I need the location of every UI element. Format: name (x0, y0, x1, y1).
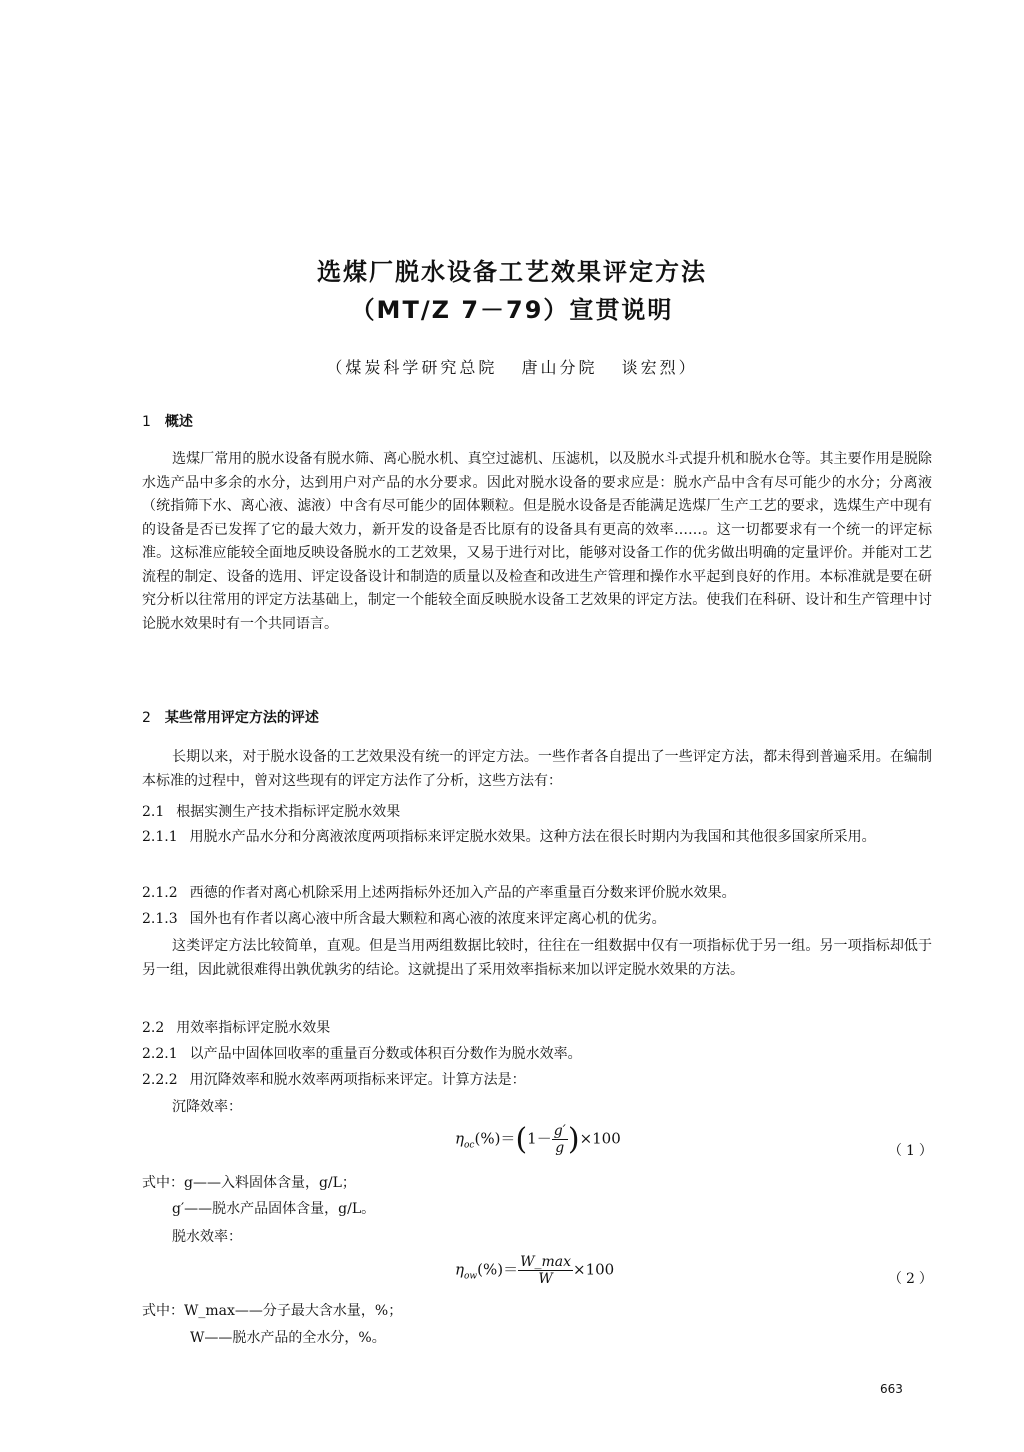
section-2-paragraph: 这类评定方法比较简单，直观。但是当用两组数据比较时，往往在一组数据中仅有一项指标优于另一组。另一项指标却低于另一组，因此就很难得出孰优孰劣的结论。这就提出了采用效率指标来加以评定脱水效果的方法。 (142, 938, 932, 978)
section-title: 概述 (164, 414, 193, 430)
fraction-numerator: g′ (553, 1123, 566, 1139)
subsection-number: 2.1.3 (142, 911, 178, 927)
document-subtitle: （MT/Z 7－79）宣贯说明 (350, 296, 674, 324)
subsection-2-1-2 (142, 882, 932, 902)
author-name: 谈宏烈） (621, 358, 698, 377)
subsection-number: 2.2.1 (142, 1046, 178, 1062)
subsection-text: 西德的作者对离心机除采用上述两指标外还加入产品的产率重量百分数来评价脱水效果。 (189, 885, 736, 901)
formula-2 (455, 1254, 614, 1287)
subsection-text: 国外也有作者以离心液中所含最大颗粒和离心液的浓度来评定离心机的优劣。 (189, 911, 666, 927)
section-number: 2 (142, 710, 151, 726)
subsection-text: 用效率指标评定脱水效果 (176, 1020, 331, 1036)
sedimentation-label: 沉降效率： (172, 1099, 242, 1115)
formula-1-where-2: g′——脱水产品固体含量，g/L。 (172, 1201, 376, 1217)
formula-subscript: oc (464, 1140, 475, 1151)
fraction-denominator: W (538, 1271, 553, 1287)
subsection-text: 根据实测生产技术指标评定脱水效果 (176, 804, 401, 820)
subsection-2-1-3 (142, 908, 932, 928)
formula-term: 1－ (527, 1129, 552, 1148)
subsection-number: 2.1 (142, 804, 165, 820)
section-number: 1 (142, 414, 151, 430)
formula-multiplier: ×100 (573, 1260, 615, 1279)
subsection-number: 2.2 (142, 1020, 165, 1036)
subsection-2-1 (142, 801, 932, 821)
subsection-text: 以产品中固体回收率的重量百分数或体积百分数作为脱水效率。 (189, 1046, 582, 1062)
formula-fraction (518, 1254, 573, 1287)
formula-symbol: η (455, 1129, 464, 1148)
formula-subscript: ow (464, 1271, 478, 1282)
section-2-heading (142, 707, 319, 727)
section-title: 某些常用评定方法的评述 (164, 710, 319, 726)
subsection-2-1-1 (142, 826, 932, 850)
formula-multiplier: ×100 (579, 1129, 621, 1148)
subsection-2-2 (142, 1017, 932, 1037)
section-1-heading (142, 411, 193, 431)
formula-unit: (%)＝ (477, 1260, 519, 1279)
subsection-text: 用沉降效率和脱水效率两项指标来评定。计算方法是： (189, 1072, 526, 1088)
subsection-2-2-2 (142, 1069, 932, 1089)
section-2-intro: 长期以来，对于脱水设备的工艺效果没有统一的评定方法。一些作者各自提出了一些评定方法，都未得到普遍采用。在编制本标准的过程中，曾对这些现有的评定方法作了分析，这些方法有： (142, 749, 932, 789)
formula-symbol: η (455, 1260, 464, 1279)
subsection-number: 2.2.2 (142, 1072, 178, 1088)
formula-fraction (552, 1123, 568, 1156)
subsection-number: 2.1.2 (142, 885, 178, 901)
formula-2-where-2: W——脱水产品的全水分，%。 (190, 1330, 386, 1346)
fraction-denominator: g (555, 1140, 565, 1156)
author-institute: （煤炭科学研究总院 (326, 358, 498, 377)
dewatering-label: 脱水效率： (172, 1229, 242, 1245)
document-title: 选煤厂脱水设备工艺效果评定方法 (317, 258, 707, 286)
formula-1-number: （1） (888, 1143, 937, 1159)
formula-2-number: （2） (888, 1271, 937, 1287)
fraction-numerator: W_max (520, 1254, 572, 1270)
subsection-text: 用脱水产品水分和分离液浓度两项指标来评定脱水效果。这种方法在很长时期内为我国和其他很多国家所采用。 (189, 829, 876, 845)
formula-1: $\eta_{oc}(\%)=(1-$ $\frac{g'}{g}$ )×100 (455, 1122, 621, 1157)
author-branch: 唐山分院 (521, 358, 598, 377)
subsection-2-2-1 (142, 1043, 932, 1063)
subsection-number: 2.1.1 (142, 829, 178, 845)
section-1-body: 选煤厂常用的脱水设备有脱水筛、离心脱水机、真空过滤机、压滤机，以及脱水斗式提升机和脱水仓等。其主要作用是脱除水选产品中多余的水分，达到用户对产品的水分要求。因此对脱水设备的要求应是：脱水产品中含有尽可能少的水分；分离液（统指筛下水、离心液、滤液）中含有尽可能少的固体颗粒。但是脱水设备是否能满足选煤厂生产工艺的要求，选煤生产中现有的设备是否已发挥了它的最大效力，新开发的设备是否比原有的设备具有更高的效率……。这一切都要求有一个统一的评定标准。这标准应能较全面地反映设备脱水的工艺效果，又易于进行对比，能够对设备工作的优劣做出明确的定量评价。并能对工艺流程的制定、设备的选用、评定设备设计和制造的质量以及检查和改进生产管理和操作水平起到良好的作用。本标准就是要在研究分析以往常用的评定方法基础上，制定一个能较全面反映脱水设备工艺效果的评定方法。使我们在科研、设计和生产管理中讨论脱水效果时有一个共同语言。 (142, 451, 932, 632)
author-line (0, 355, 1024, 378)
page-number: 663 (880, 1382, 903, 1396)
formula-1-where-1: 式中：g——入料固体含量，g/L； (142, 1175, 356, 1191)
formula-unit: (%)＝ (474, 1129, 516, 1148)
formula-2-where-1: 式中：W_max——分子最大含水量，%； (142, 1303, 403, 1319)
